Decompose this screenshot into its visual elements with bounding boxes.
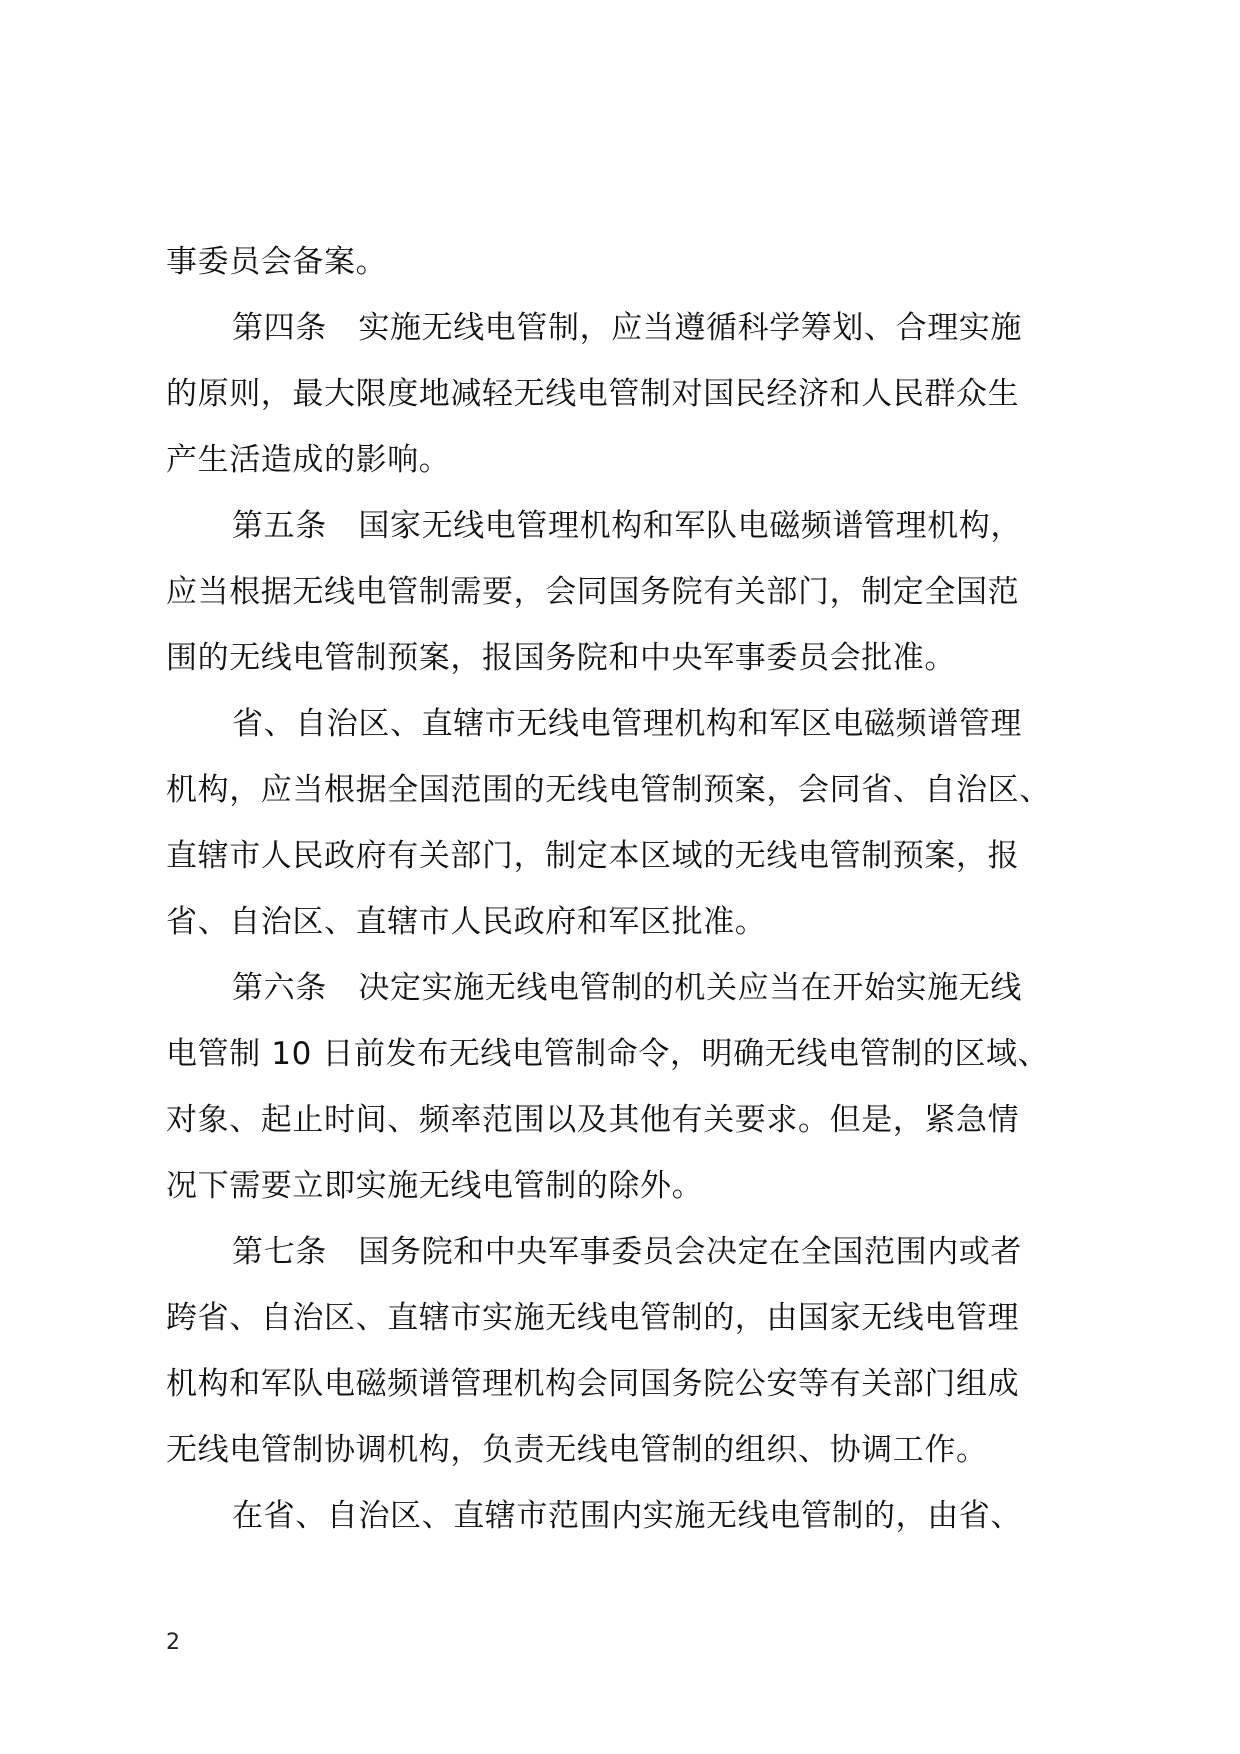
- text-line: 省、自治区、直辖市人民政府和军区批准。: [166, 904, 767, 940]
- paragraph-start-line: 在省、自治区、直辖市范围内实施无线电管制的，由省、: [232, 1498, 1022, 1534]
- text-line: 跨省、自治区、直辖市实施无线电管制的，由国家无线电管理: [166, 1300, 1020, 1336]
- paragraph-start-line: 省、自治区、直辖市无线电管理机构和军区电磁频谱管理: [232, 706, 1022, 742]
- text-line: 机构，应当根据全国范围的无线电管制预案，会同省、自治区、: [166, 772, 1051, 808]
- page-number: 2: [166, 1630, 180, 1655]
- article-7-heading-line: 第七条 国务院和中央军事委员会决定在全国范围内或者: [232, 1234, 1022, 1270]
- text-line: 电管制 10 日前发布无线电管制命令，明确无线电管制的区域、: [166, 1036, 1050, 1072]
- text-line: 应当根据无线电管制需要，会同国务院有关部门，制定全国范: [166, 574, 1020, 610]
- text-line: 对象、起止时间、频率范围以及其他有关要求。但是，紧急情: [166, 1102, 1020, 1138]
- article-5-heading-line: 第五条 国家无线电管理机构和军队电磁频谱管理机构，: [232, 508, 1022, 544]
- text-line: 的原则，最大限度地减轻无线电管制对国民经济和人民群众生: [166, 376, 1020, 412]
- text-line: 况下需要立即实施无线电管制的除外。: [166, 1168, 704, 1204]
- article-4-heading-line: 第四条 实施无线电管制，应当遵循科学筹划、合理实施: [232, 310, 1022, 346]
- text-line: 产生活造成的影响。: [166, 442, 451, 478]
- article-6-heading-line: 第六条 决定实施无线电管制的机关应当在开始实施无线: [232, 970, 1022, 1006]
- text-line: 机构和军队电磁频谱管理机构会同国务院公安等有关部门组成: [166, 1366, 1020, 1402]
- text-line: 无线电管制协调机构，负责无线电管制的组织、协调工作。: [166, 1432, 988, 1468]
- text-line: 围的无线电管制预案，报国务院和中央军事委员会批准。: [166, 640, 956, 676]
- text-line: 事委员会备案。: [166, 244, 388, 280]
- text-line: 直辖市人民政府有关部门，制定本区域的无线电管制预案，报: [166, 838, 1020, 874]
